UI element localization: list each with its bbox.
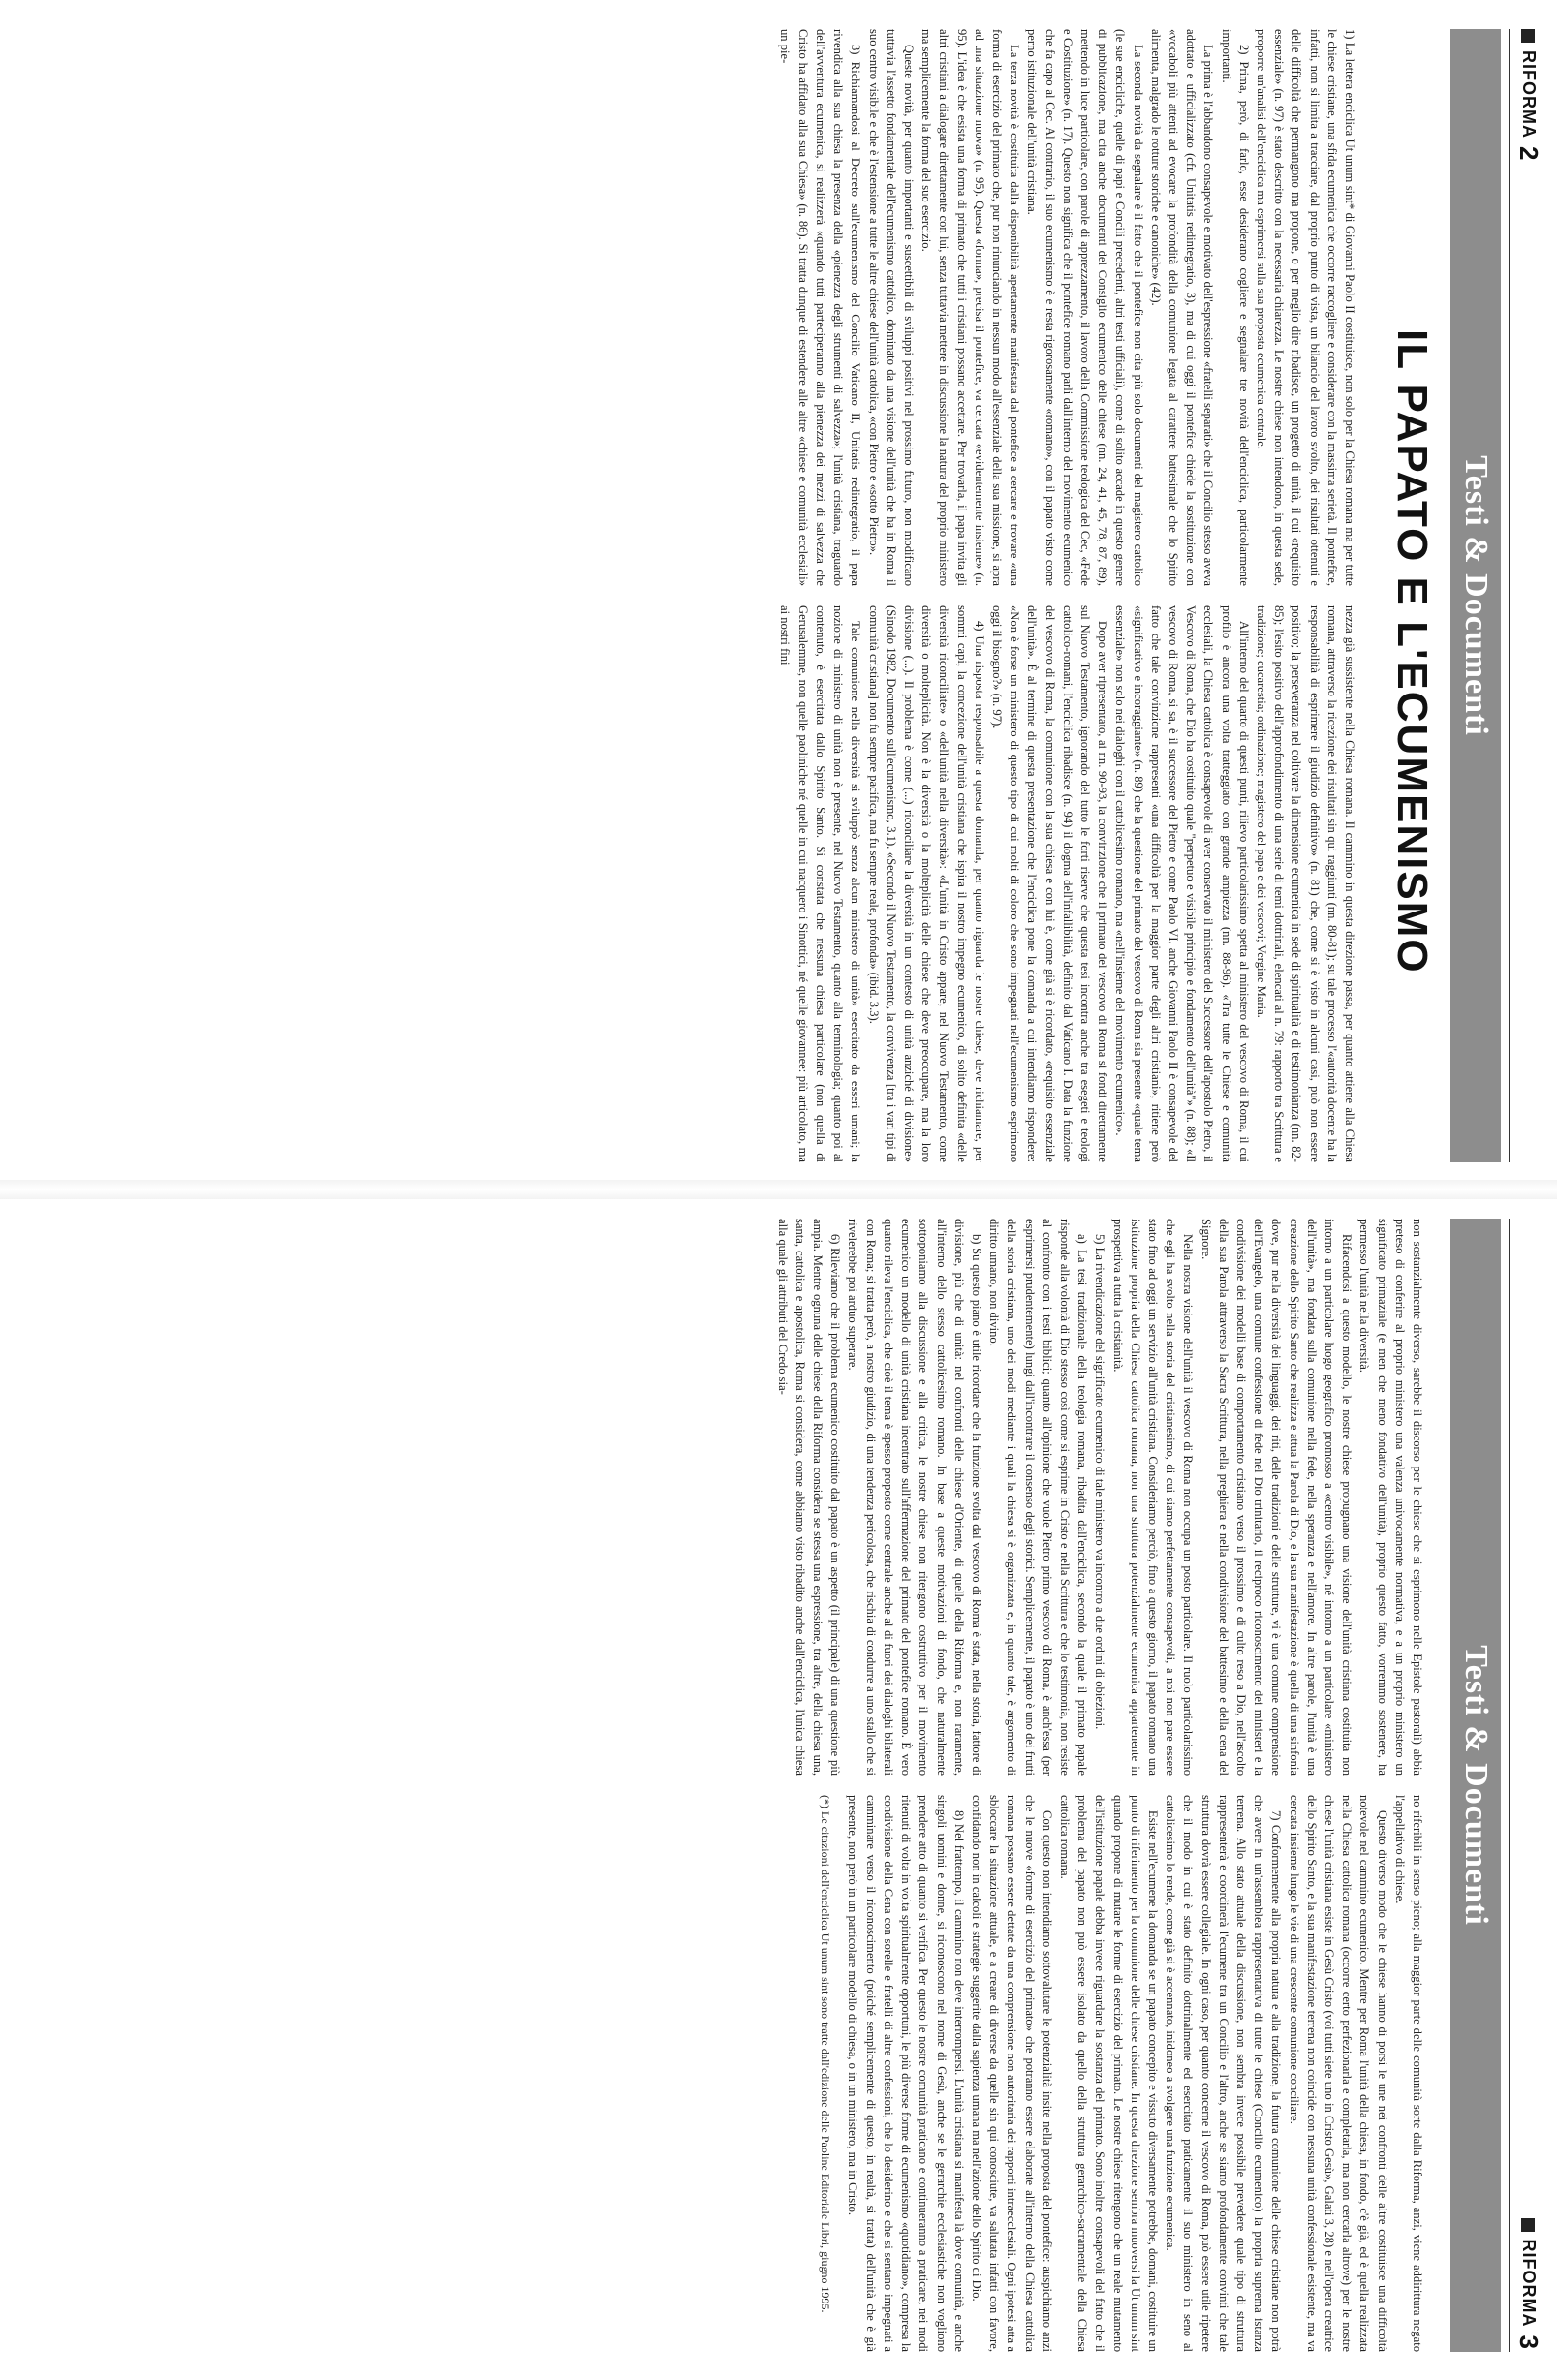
folio-page-2: [1513, 29, 1543, 161]
paragraph: La prima è l'abbandono consapevole e motivato dell'espressione «fratelli separati» che il Concilio stesso aveva adottato e ufficializzato (cfr. Unitatis redintegratio, 3), ma di cui oggi il pontefice chiede la sostituzione con «vocaboli più attenti ad evocare la profondità della comunione legata al carattere battesimale che lo Spirito alimenta, malgrado le rotture storiche e canoniche» (42).: [1148, 29, 1216, 586]
section-banner: [1450, 1219, 1501, 2352]
paragraph: Queste novità, per quanto importanti e suscettibili di sviluppi positivi nel prossimo futuro, non modificano tuttavia l'assetto fondamentale dell'ecumenismo cattolico, dominato da una visione dell'unità che ha in Roma il suo centro visibile e che è l'estensione a tutte le altre chiese dell'unità cattolica, «con Pietro e «sotto Pietro».: [866, 29, 916, 586]
paragraph: Dopo aver ripresentato, ai nn. 90-93, la convinzione che il primato del vescovo di Roma si fondi direttamente sul Nuovo Testamento, ignorando del tutto le forti riserve che questa tesi incontra anche tra esegeti e teologi cattolico-romani, l'enciclica ribadisce (n. 94) il dogma dell'infallibilità, definito dal Vaticano I. Data la funzione del vescovo di Roma, la comunione con la sua chiesa e con lui è, come già si è ricordato, «requisito essenziale dell'unità». È al termine di questa presentazione che l'enciclica pone la domanda a cui intendiamo rispondere: «Non è forse un ministero di questo tipo di cui molti di coloro che sono impegnati nell'ecumenismo esprimono oggi il bisogno?» (n. 97).: [989, 605, 1110, 1162]
paragraph: 6) Rileviamo che il problema ecumenico costituito dal papato è un aspetto (il principale) di una questione più ampia. Mentre ognuna delle chiese della Riforma considera se stessa una espressione, tra altre, della chiesa una, santa, cattolica e apostolica, Roma si considera, come abbiamo visto ribadito anche dall'enciclica, l'unica chiesa alla quale gli attributi del Credo sia-: [775, 1219, 843, 1776]
folio-square-icon: [1522, 2218, 1536, 2232]
paragraph: 4) Una risposta responsabile a questa domanda, per quanto riguarda le nostre chiese, deve richiamare, per sommi capi, la concezione dell'unità cristiana che ispira il nostro impegno ecumenico, di solito definita «delle diversità riconciliate» o «dell'unità nella diversità»: «L'unità in Cristo appare, nel Nuovo Testamento, come diversità o molteplicità. Non è la diversità o la molteplicità delle chiese che deve preoccupare, ma la loro divisione (...). Il problema è come (...) riconciliare la diversità in un contesto di unità anziché di divisione» (Sinodo 1982, Documento sull'ecumenismo, 3.1). «Secondo il Nuovo Testamento, la convivenza [tra i vari tipi di comunità cristiana] non fu sempre pacifica, ma fu sempre reale, profonda» (ibid. 3.3).: [866, 605, 986, 1162]
paragraph: Esiste nell'ecumene la domanda se un papato concepito e vissuto diversamente potrebbe, domani, costituire un punto di riferimento per la comunione delle chiese cristiane. In questa direzione sembra muoversi la Ut unum sint quando propone di mutare le forme di esercizio del primato. Le nostre chiese ritengono che un reale mutamento dell'istituzione papale debba invece riguardare la sostanza del primato. Sono inoltre consapevoli del fatto che il problema del papato non può essere isolato da quello della struttura gerarchico-sacramentale della Chiesa cattolica romana.: [1057, 1795, 1160, 2352]
paragraph: 3) Richiamandosi al Decreto sull'ecumenismo del Concilio Vaticano II, Unitatis redintegratio, il papa rivendica alla sua chiesa la presenza della «pienezza degli strumenti di salvezza»; l'unità cristiana, traguardo dell'avventura ecumenica, si realizzerà «quando tutti parteciperanno alla pienezza dei mezzi di salvezza che Cristo ha affidato alla sua Chiesa» (n. 86). Si tratta dunque di estendere alle altre «chiese e comunità ecclesiali» un pie-: [778, 29, 863, 586]
footnote: (*) Le citazioni dell'enciclica Ut unum sint sono tratte dall'edizione delle Paoline Editoriale Libri, giugno 1995.: [819, 1795, 833, 2313]
paragraph: La terza novità è costituita dalla disponibilità apertamente manifestata dal pontefice a cercare e trovare «una forma di esercizio del primato che, pur non rinunciando in nessun modo all'essenziale della sua missione, si apra ad una situazione nuova» (n. 95). Questa «forma», precisa il pontefice, va cercata «evidentemente insieme» (n. 95). L'idea è che esista una forma di primato che tutti i cristiani possano accettare. Per trovarla, il papa invita gli altri cristiani a dialogare direttamente con lui, senza tuttavia mettere in discussione la natura del proprio ministero ma semplicemente la forma del suo esercizio.: [919, 29, 1022, 586]
paragraph: non sostanzialmente diverso, sarebbe il discorso per le chiese che si esprimono nelle Epistole pastorali) abbia preteso di conferire al proprio ministero una valenza univocamente normativa, e a un proprio ministero un significato primaziale (e men che meno fondativo dell'unità), proprio questo fatto, vorremmo sostenere, ha permesso l'unità nella diversità.: [1357, 1219, 1424, 1776]
article-column-4: [21, 1795, 1426, 2352]
folio-square-icon: [1522, 29, 1536, 43]
folio-number: 2: [1514, 146, 1543, 162]
folio-page-3: [1513, 2218, 1543, 2350]
paragraph: 5) La rivendicazione del significato ecumenico di tale ministero va incontro a due ordini di obiezioni.: [1093, 1234, 1107, 1730]
article-column-2: [21, 605, 1358, 1162]
paragraph: 8) Nel frattempo, il cammino non deve interrompersi. L'unità cristiana si manifesta là dove comunità, e anche singoli uomini e donne, si riconoscono nel nome di Gesù, anche se le gerarchie ecclesiastiche non vogliono prendere atto di quanto si verifica. Per questo le nostre comunità praticano e continueranno a praticare, nei modi ritenuti di volta in volta spiritualmente opportuni, le più diverse forme di ecumenismo «quotidiano», compresa la condivisione della Cena con sorelle e fratelli di altre confessioni, che lo desiderino e che si sentano impegnati a camminare verso il riconoscimento (poiché semplicemente di questo, in realtà, si tratta) dell'unità che è già presente, non però in un particolare modello di chiesa, o in un ministero, ma in Cristo.: [846, 1795, 966, 2352]
paragraph: a) La tesi tradizionale della teologia romana, ribadita dall'enciclica, secondo la quale il primato papale risponde alla volontà di Dio stesso così come si esprime in Cristo e nella Scrittura e che lo testimonia, non resiste al confronto con i testi biblici; quanto all'opinione che vuole Pietro primo vescovo di Roma, è anch'essa (per esprimersi prudentemente) lungi dall'incontrare il consenso degli storici. Semplicemente, il papato è uno dei frutti della storia cristiana, uno dei modi mediante i quali la chiesa si è organizzata e, in quanto tale, è argomento di diritto umano, non divino.: [987, 1219, 1090, 1776]
article-column-3: [21, 1219, 1426, 1776]
header-rule: [1509, 29, 1510, 1162]
article-title: IL PAPATO E L'ECUMENISMO: [1388, 329, 1436, 974]
article-column-1: [21, 29, 1358, 586]
section-label: Testi & Documenti: [1458, 455, 1494, 736]
folio-number: 3: [1514, 2334, 1543, 2350]
paragraph: Rifacendosi a questo modello, le nostre chiese propugnano una visione dell'unità cristiana costituita non intorno a un particolare luogo geografico promosso a «centro visibile», né intorno a un particolare «ministero dell'unità», ma fondata sulla comunione nella fede, nella speranza e nell'amore. In altre parole, l'unità è una creazione dello Spirito Santo che realizza e attua la Parola di Dio, e la sua manifestazione è quella di una sinfonia dove, pur nella diversità dei linguaggi, dei riti, delle tradizioni e delle strutture, vi è una comune comprensione dell'Evangelo, una comune confessione di fede nel Dio trinitario, il reciproco riconoscimento dei ministeri e la condivisione dei modelli base di comportamento cristiano verso il prossimo e di culto reso a Dio, nell'ascolto della sua Parola attraverso la Sacra Scrittura, nella preghiera e nella condivisione del battesimo e della cena del Signore.: [1199, 1219, 1355, 1776]
page-3: [0, 1190, 1557, 2379]
paragraph: Nella nostra visione dell'unità il vescovo di Roma non occupa un posto particolare. Il ruolo particolarissimo che egli ha svolto nella storia del cristianesimo, di cui siamo perfettamente consapevoli, a noi non pare essere stato fino ad oggi un servizio all'unità cristiana. Consideriamo perciò, fino a questo giorno, il papato romano una istituzione propria della Chiesa cattolica romana, non una struttura potenzialmente ecumenica appartenente in prospettiva a tutta la cristianità.: [1110, 1219, 1196, 1776]
folio-label: RIFORMA: [1519, 2239, 1539, 2328]
folio-label: RIFORMA: [1519, 50, 1539, 139]
paragraph: b) Su questo piano è utile ricordare che la funzione svolta dal vescovo di Roma è stata, nella storia, fattore di divisione, più che di unità: nel confronti delle chiese d'Oriente, di quelle della Riforma e, non raramente, all'interno dello stesso cattolicesimo romano. In base a queste motivazioni di fondo, che naturalmente sottoponiamo alla discussione e alla critica, le nostre chiese non ritengono costruttivo per il movimento ecumenico un modello di unità cristiana incentrato sull'affermazione del primato del pontefice romano. È vero quanto rileva l'enciclica, che cioè il tema è spesso proposto come centrale anche al di fuori dei dialoghi bilaterali con Roma; si tratta però, a nostro giudizio, di una tendenza pericolosa, che rischia di condurre a uno stallo che si rivelerebbe poi arduo superare.: [846, 1219, 983, 1776]
paragraph: nezza già sussistente nella Chiesa romana. Il cammino in questa direzione passa, per quanto attiene alla Chiesa romana, attraverso la ricezione dei risultati sin qui raggiunti (nn. 80-81); su tale processo l'«autorità docente ha la responsabilità di esprimere il giudizio definitivo» (n. 81) che, come si è visto in alcuni casi, può non essere positivo; la perseveranza nel coltivare la dimensione ecumenica in sede di spiritualità e di testimonianza (nn. 82-85); l'esito positivo dell'approfondimento di una serie di temi dottrinali, elencati al n. 79: rapporto tra Scrittura e tradizione; eucarestia; ordinazione; magistero del papa e dei vescovi; Vergine Maria.: [1254, 605, 1356, 1162]
paragraph: no riferibili in senso pieno; alla maggior parte delle comunità sorte dalla Riforma, anzi, viene addirittura negato l'appellativo di chiese.: [1392, 1795, 1424, 2352]
paragraph: 2) Prima, però, di farlo, esse desiderano cogliere e segnalare tre novità dell'enciclica, particolarmente importanti.: [1219, 29, 1251, 586]
header-rule: [1509, 1219, 1510, 2352]
paragraph: Con questo non intendiamo sottovalutare le potenzialità insite nella proposta del pontefice: auspichiamo anzi che le nuove «forme di esercizio del primato» che potranno essere elaborate all'interno della Chiesa cattolica romana possano essere dettate da una comprensione non autoritaria dei rapporti intraecclesiali. Ogni ipotesi atta a sbloccare la situazione attuale, e a creare di diverse da quelle sin qui conosciute, va salutata infatti con favore, confidando non in calcoli e strategie suggerite dalla sapienza umana ma nell'azione dello Spirito di Dio.: [969, 1795, 1054, 2352]
paragraph: All'interno del quarto di questi punti, rilievo particolarissimo spetta al ministero del vescovo di Roma, il cui profilo è ancora una volta tratteggiato con grande ampiezza (nn. 88-96). «Tra tutte le Chiese e comunità ecclesiali, la Chiesa cattolica è consapevole di aver conservato il ministero del Successore dell'apostolo Pietro, il Vescovo di Roma, che Dio ha costituito quale "perpetuo e visibile principio e fondamento dell'unità"» (n. 88); «Il vescovo di Roma, si sa, è il successore del Pietro e come Paolo VI, anche Giovanni Paolo II è consapevole del fatto che tale convinzione rappresenti «una difficoltà per la maggior parte degli altri cristiani», ritiene però «significativo e incoraggiante» (n. 89) che la questione del primato del vescovo di Roma sia presente «quale tema essenziale» non solo nei dialoghi con il cattolicesimo romano, ma «nell'insieme del movimento ecumenico».: [1113, 605, 1251, 1162]
paragraph: La seconda novità da segnalare è il fatto che il pontefice non cita più solo documenti del magistero cattolico (le sue encicliche, quelle di papi e Concili precedenti, altri testi ufficiali), come di solito accade in questo genere di pubblicazione, ma cita anche documenti del Consiglio ecumenico delle chiese (nn. 24, 41, 45, 78, 87, 89), mettendo in luce particolare, con parole di apprezzamento, il lavoro della Commissione teologica del Cec, «Fede e Costituzione» (n. 17). Questo non significa che il pontefice romano parli dall'interno del movimento ecumenico che fa capo al Cec. Al contrario, il suo ecumenismo è e resta rigorosamente «romano», con il papato visto come perno istituzionale dell'unità cristiana.: [1025, 29, 1145, 586]
section-label: Testi & Documenti: [1458, 1645, 1494, 1926]
paragraph: Questo diverso modo che le chiese hanno di porsi le une nei confronti delle altre costituisce una difficoltà notevole nel cammino ecumenico. Mentre per Roma l'unità della chiesa, in fondo, c'è già, ed è quella realizzata nella Chiesa cattolica romana (occorre certo perfezionarla e completarla, ma non cercarla altrove) per le nostre chiese l'unità cristiana esiste in Gesù Cristo (voi tutti siete uno in Cristo Gesù», Galati 3, 28) e nell'opera creatrice dello Spirito Santo, e la sua manifestazione terrena non coincide con nessuna unità confessionale esistente, ma va cercata insieme lungo le vie di una crescente comunione conciliare.: [1287, 1795, 1389, 2352]
paragraph: 7) Conformemente alla propria natura e alla tradizione, la futura comunione delle chiese cristiane non potrà che avere in un'assemblea rappresentativa di tutte le chiese (Concilio ecumenico) la propria suprema istanza terrena. Allo stato attuale della discussione, non sembra invece possibile prevedere quale tipo di struttura rappresenterà e coordinerà l'ecumene tra un Concilio e l'altro, anche se siamo profondamente convinti che tale struttura dovrà essere collegiale. In ogni caso, per quanto concerne il vescovo di Roma, può essere utile ripetere che il modo in cui è stato definito dottrinalmente ed esercitato praticamente il suo ministero in seno al cattolicesimo lo rende, come già si è accennato, inidoneo a svolgere una funzione ecumenica.: [1164, 1795, 1284, 2352]
paragraph: Tale comunione nella diversità si sviluppò senza alcun ministero di unità» esercitato da esseri umani; la nozione di ministero di unità non è presente, nel Nuovo Testamento, quanto alla terminologia; quanto poi al contenuto, è esercitata dallo Spirito Santo. Si constata che nessuna chiesa particolare (non quella di Gerusalemme, non quelle paoliniche né quelle in cui nacquero i Sinottici, né quelle giovannee: più articolato, ma ai nostri fini: [778, 605, 863, 1162]
section-banner: [1450, 29, 1501, 1162]
paragraph: 1) La lettera enciclica Ut unum sint* di Giovanni Paolo II costituisce, non solo per la Chiesa romana ma per tutte le chiese cristiane, una sfida ecumenica che occorre raccogliere e considerare con la massima serietà. Il pontefice, infatti, non si limita a tracciare, dal proprio punto di vista, un bilancio del lavoro svolto, dei risultati ottenuti e delle difficoltà che permangono ma propone, o per meglio dire ribadisce, un progetto di unità, il cui «requisito essenziale» (n. 97) è stato descritto con la necessaria chiarezza. Le nostre chiese non intendono, in questa sede, proporre un'analisi dell'enciclica ma esprimersi sulla sua proposta ecumenica centrale.: [1254, 29, 1356, 586]
